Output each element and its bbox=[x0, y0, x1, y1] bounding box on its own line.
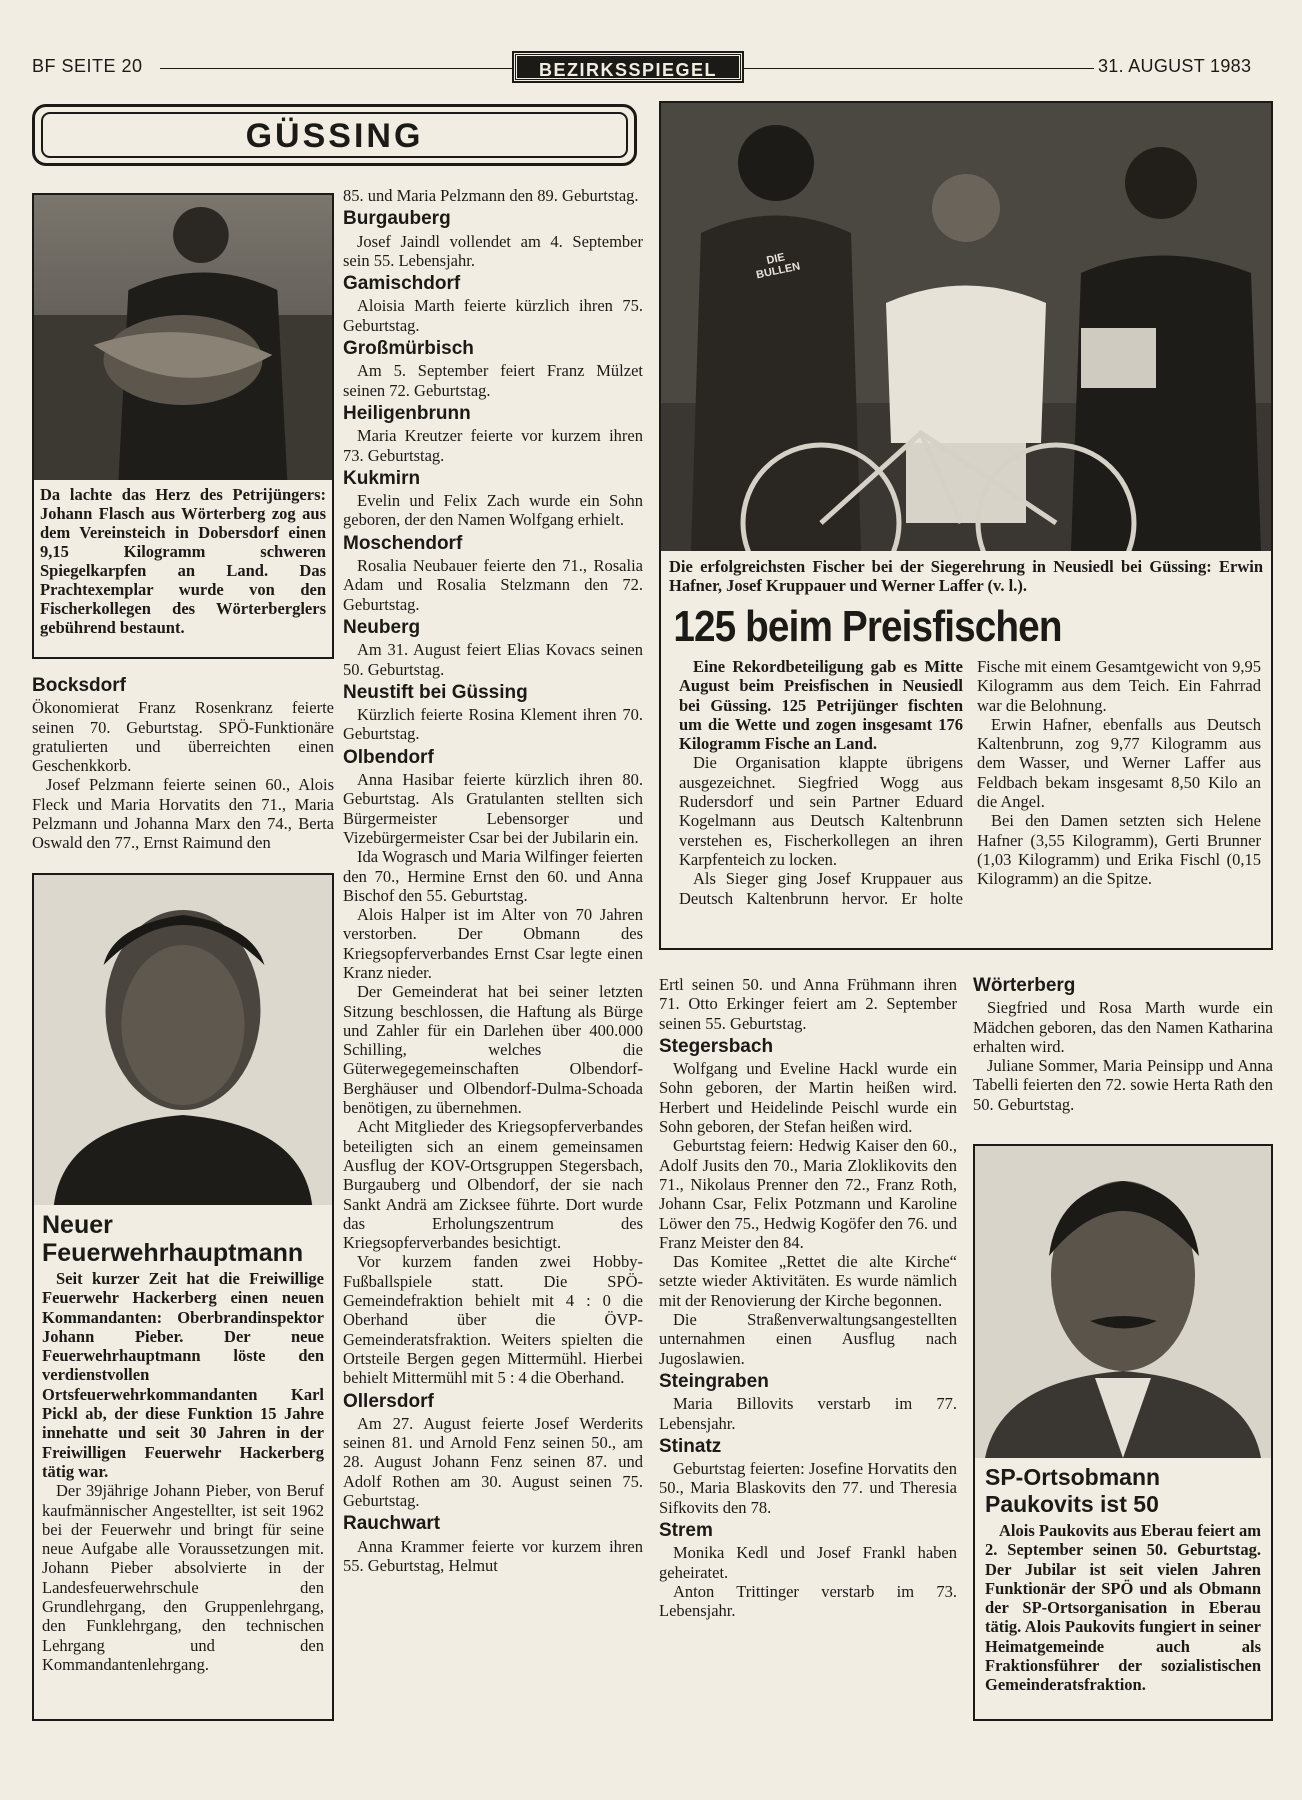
grossmuerbisch-text: Am 5. September feiert Franz Mülzet seinen 72. Geburtstag. bbox=[343, 361, 643, 400]
heading-bocksdorf: Bocksdorf bbox=[32, 675, 126, 696]
shirt-lettering: DIE BULLEN bbox=[755, 251, 802, 282]
heading-burgauberg: Burgauberg bbox=[343, 208, 451, 230]
heading-stinatz: Stinatz bbox=[659, 1435, 722, 1457]
preisfischen-paragraph-2: Als Sieger ging Josef Kruppauer aus Deutsch Kaltenbrunn hervor. Er holte Fische mit einem Gesamtgewicht von 9,95 Kilogramm aus dem Teich. Ein Fahrrad war die Belohnung. bbox=[679, 657, 1261, 908]
heading-strem: Strem bbox=[659, 1520, 713, 1542]
feuerwehr-article-box bbox=[32, 873, 334, 1721]
olbendorf-paragraph-3: Alois Halper ist im Alter von 70 Jahren verstorben. Der Obmann des Kriegsopferverbandes Ernst Csar legte einen Kranz nieder. bbox=[343, 905, 643, 982]
column-3-intro: Ertl seinen 50. und Anna Frühmann ihren 71. Otto Erkinger feiert am 2. September seinen 55. Geburtstag. bbox=[659, 975, 957, 1033]
heading-steingraben: Steingraben bbox=[659, 1370, 769, 1392]
feuerwehr-paragraph-2: Der 39jährige Johann Pieber, von Beruf kaufmännischer Angestellter, ist seit 1962 bei der Feuerwehr und bringt für seine neue Aufgabe alle Voraussetzungen mit. Johann Pieber absolvierte in der Landesfeuerwehrschule den Grundlehrgang, den Gruppenlehrgang, den Funklehrgang, den technischen Lehrgang und den Kommandantenlehrgang. bbox=[42, 1481, 324, 1674]
feuerwehr-portrait bbox=[34, 875, 332, 1205]
heading-olbendorf: Olbendorf bbox=[343, 746, 434, 768]
page-number: BF SEITE 20 bbox=[32, 56, 143, 76]
section-title-frame bbox=[32, 104, 637, 166]
paukovits-article-box bbox=[973, 1144, 1273, 1721]
olbendorf-paragraph-4: Der Gemeinderat hat bei seiner letzten Sitzung beschlossen, die Haftung als Bürge und Zahler für ein Darlehen über 400.000 Schilling, welches die Güterwegegemeinschaften Olbendorf-Berghäuser und Olbendorf-Dulma-Schoada benötigen, zu übernehmen. bbox=[343, 982, 643, 1118]
olbendorf-paragraph-5: Acht Mitglieder des Kriegsopferverbandes beteiligten sich an einem gemeinsamen Ausflug der KOV-Ortsgruppen Stegersbach, Burgauberg und Olbendorf, der sie nach Sankt Andrä am Zicksee führte. Dort wurde das Erholungszentrum des Kriegsopferverbandes besichtigt. bbox=[343, 1117, 643, 1253]
preisfischen-paragraph-4: Bei den Damen setzten sich Helene Hafner (3,55 Kilogramm), Gerti Brunner (1,03 Kilogramm) und Erika Fischl (0,15 Kilogramm) an die Spitze. bbox=[977, 811, 1261, 889]
bocksdorf-paragraph-2: Josef Pelzmann feierte seinen 60., Alois Fleck und Maria Horvatits den 71., Maria Pelzmann und Johanna Marx den 74., Berta Oswald den 77., Ernst Raimund den bbox=[32, 775, 334, 853]
woerterberg-paragraph-1: Siegfried und Rosa Marth wurde ein Mädchen geboren, das den Namen Katharina erhalten wird. bbox=[973, 998, 1273, 1056]
preisfischen-lead: Eine Rekordbeteiligung gab es Mitte August beim Preisfischen in Neusiedl bei Güssing. 125 Petrijünger fischten um die Wette und zogen insgesamt 176 Kilogramm Fische an Land. bbox=[679, 657, 963, 754]
header-rule-right bbox=[744, 68, 1094, 69]
heading-gamischdorf: Gamischdorf bbox=[343, 273, 461, 295]
feuerwehr-body bbox=[34, 1269, 332, 1674]
stinatz-text: Geburtstag feierten: Josefine Horvatits den 50., Maria Blaskovits den 77. und Theresia Sifkovits den 78. bbox=[659, 1459, 957, 1517]
issue-date: 31. AUGUST 1983 bbox=[1098, 56, 1252, 76]
heading-kukmirn: Kukmirn bbox=[343, 467, 421, 489]
heading-moschendorf: Moschendorf bbox=[343, 532, 463, 554]
paukovits-text: Alois Paukovits aus Eberau feiert am 2. September seinen 50. Geburtstag. Der Jubilar ist seit vielen Jahren Funktionär der SPÖ und als Obmann der SP-Ortsorganisation in Eberau tätig. Alois Paukovits fungiert in seiner Heimatgemeinde auch als Fraktionsführer der sozialistischen Gemeinderatsfraktion. bbox=[985, 1521, 1261, 1695]
preisfischen-paragraph-3: Erwin Hafner, ebenfalls aus Deutsch Kaltenbrunn, zog 9,77 Kilogramm aus dem Wasser, und Werner Laffer aus Feldbach bekam insgesamt 8,50 Kilo an die Angel. bbox=[977, 714, 1261, 812]
winners-photo bbox=[661, 103, 1271, 551]
winners-photo-caption: Die erfolgreichsten Fischer bei der Siegerehrung in Neusiedl bei Güssing: Erwin Hafner, Josef Kruppauer und Werner Laffer (v. l.). bbox=[669, 557, 1263, 595]
heiligenbrunn-text: Maria Kreutzer feierte vor kurzem ihren 73. Geburtstag. bbox=[343, 426, 643, 465]
steingraben-text: Maria Billovits verstarb im 77. Lebensjahr. bbox=[659, 1394, 957, 1433]
column-2-intro: 85. und Maria Pelzmann den 89. Geburtstag. bbox=[343, 186, 639, 205]
heading-heiligenbrunn: Heiligenbrunn bbox=[343, 402, 471, 424]
heading-rauchwart: Rauchwart bbox=[343, 1513, 441, 1535]
masthead-badge: BEZIRKSSPIEGEL bbox=[514, 53, 742, 81]
heading-ollersdorf: Ollersdorf bbox=[343, 1390, 434, 1412]
olbendorf-paragraph-6: Vor kurzem fanden zwei Hobby-Fußballspiele statt. Die SPÖ-Gemeindefraktion behielt mit 4 : 0 die Oberhand über die ÖVP-Gemeinderatsfraktion. Weiters spielten die Ortsteile Bergen gegen Mittermühl. Hierbei behielt Mittermühl mit 5 : 4 die Oberhand. bbox=[343, 1252, 643, 1388]
feuerwehr-paragraph-1: Seit kurzer Zeit hat die Freiwillige Feuerwehr Hackerberg einen neuen Kommandanten: Oberbrandinspektor Johann Pieber. Der neue Feuerwehrhauptmann löste den verdienstvollen Ortsfeuerwehrkommandanten Karl Pickl ab, der diese Funktion 15 Jahre innehatte und seit 30 Jahren in der Freiwilligen Feuerwehr Hackerberg tätig war. bbox=[42, 1269, 324, 1481]
heading-neuberg: Neuberg bbox=[343, 616, 421, 638]
fisherman-photo-caption: Da lachte das Herz des Petrijüngers: Johann Flasch aus Wörterberg zog aus dem Vereinsteich in Dobersdorf einen 9,15 Kilogramm schweren Spiegelkarpfen an Land. Das Prachtexemplar wurde von den Fischerkollegen des Wörterberglers gebührend bestaunt. bbox=[40, 485, 326, 637]
olbendorf-paragraph-2: Ida Wograsch und Maria Wilfinger feierten den 70., Hermine Ernst den 60. und Anna Bischof den 55. Geburtstag. bbox=[343, 847, 643, 905]
paukovits-headline: SP-Ortsobmann Paukovits ist 50 bbox=[985, 1464, 1161, 1517]
olbendorf-paragraph-1: Anna Hasibar feierte kürzlich ihren 80. Geburtstag. Als Gratulanten stellten sich Bürgermeister Lebensorger und Vizebürgermeister Csar bei der Jubilarin ein. bbox=[343, 770, 643, 847]
column-4-text bbox=[973, 972, 1273, 1114]
section-title: GÜSSING bbox=[41, 112, 628, 158]
preisfischen-body bbox=[661, 657, 1271, 908]
paukovits-portrait bbox=[975, 1146, 1271, 1458]
fisherman-photo-box bbox=[32, 193, 334, 659]
column-2-text bbox=[343, 186, 643, 1575]
heading-stegersbach: Stegersbach bbox=[659, 1035, 774, 1057]
stegersbach-paragraph-3: Das Komitee „Rettet die alte Kirche“ setzte wieder Aktivitäten. Es wurde nämlich mit der Renovierung der Kirche begonnen. bbox=[659, 1252, 957, 1310]
heading-neustift: Neustift bei Güssing bbox=[343, 681, 528, 703]
heading-woerterberg: Wörterberg bbox=[973, 975, 1076, 996]
feuerwehr-headline: Neuer Feuerwehrhauptmann bbox=[42, 1211, 304, 1267]
gamischdorf-text: Aloisia Marth feierte kürzlich ihren 75. Geburtstag. bbox=[343, 296, 643, 335]
preisfischen-paragraph-1: Die Organisation klappte übrigens ausgezeichnet. Siegfried Wogg aus Rudersdorf und sein Partner Eduard Kogelmann aus Deutsch Kaltenbrunn verstehen es, Fischerkollegen an ihren Karpfenteich zu locken. bbox=[679, 753, 963, 869]
preisfischen-headline: 125 beim Preisfischen bbox=[673, 602, 1062, 651]
moschendorf-text: Rosalia Neubauer feierte den 71., Rosalia Adam und Rosalia Stelzmann den 72. Geburtstag. bbox=[343, 556, 643, 614]
bocksdorf-paragraph-1: Ökonomierat Franz Rosenkranz feierte seinen 70. Geburtstag. SPÖ-Funktionäre gratulierten und überreichten einen Geschenkkorb. bbox=[32, 698, 334, 776]
heading-grossmuerbisch: Großmürbisch bbox=[343, 338, 474, 360]
neuberg-text: Am 31. August feiert Elias Kovacs seinen 50. Geburtstag. bbox=[343, 640, 643, 679]
header-rule-left bbox=[160, 68, 512, 69]
stegersbach-paragraph-2: Geburtstag feiern: Hedwig Kaiser den 60., Adolf Jusits den 70., Maria Zloklikovits den 71., Nikolaus Prenner den 72., Franz Roth, Johann Csar, Felix Potzmann und Karoline Löwer den 75., Hedwig Kogöfer den 76. und Franz Meister den 84. bbox=[659, 1136, 957, 1252]
burgauberg-text: Josef Jaindl vollendet am 4. September sein 55. Lebensjahr. bbox=[343, 231, 643, 270]
fisherman-photo bbox=[34, 195, 332, 480]
stegersbach-paragraph-1: Wolfgang und Eveline Hackl wurde ein Sohn geboren, der Martin heißen wird. Herbert und Heidelinde Peischl wurde ein Sohn geboren, der Stefan heißen wird. bbox=[659, 1059, 957, 1137]
neustift-text: Kürzlich feierte Rosina Klement ihren 70. Geburtstag. bbox=[343, 705, 643, 744]
ollersdorf-text: Am 27. August feierte Josef Werderits seinen 81. und Arnold Fenz seinen 50., am 28. August Johann Fenz seinen 87. und Adolf Rothen am 30. August seinen 75. Geburtstag. bbox=[343, 1413, 643, 1510]
column-1-text bbox=[32, 672, 334, 853]
column-3-text bbox=[659, 975, 957, 1621]
woerterberg-paragraph-2: Juliane Sommer, Maria Peinsipp und Anna Tabelli feierten den 72. sowie Herta Rath den 50. Geburtstag. bbox=[973, 1056, 1273, 1114]
strem-paragraph-1: Monika Kedl und Josef Frankl haben geheiratet. bbox=[659, 1543, 957, 1582]
preisfischen-article-box bbox=[659, 101, 1273, 950]
strem-paragraph-2: Anton Trittinger verstarb im 73. Lebensjahr. bbox=[659, 1581, 957, 1621]
kukmirn-text: Evelin und Felix Zach wurde ein Sohn geboren, der den Namen Wolfgang erhielt. bbox=[343, 491, 643, 530]
stegersbach-paragraph-4: Die Straßenverwaltungsangestellten unternahmen einen Ausflug nach Jugoslawien. bbox=[659, 1310, 957, 1368]
rauchwart-text: Anna Krammer feierte vor kurzem ihren 55. Geburtstag, Helmut bbox=[343, 1536, 643, 1575]
